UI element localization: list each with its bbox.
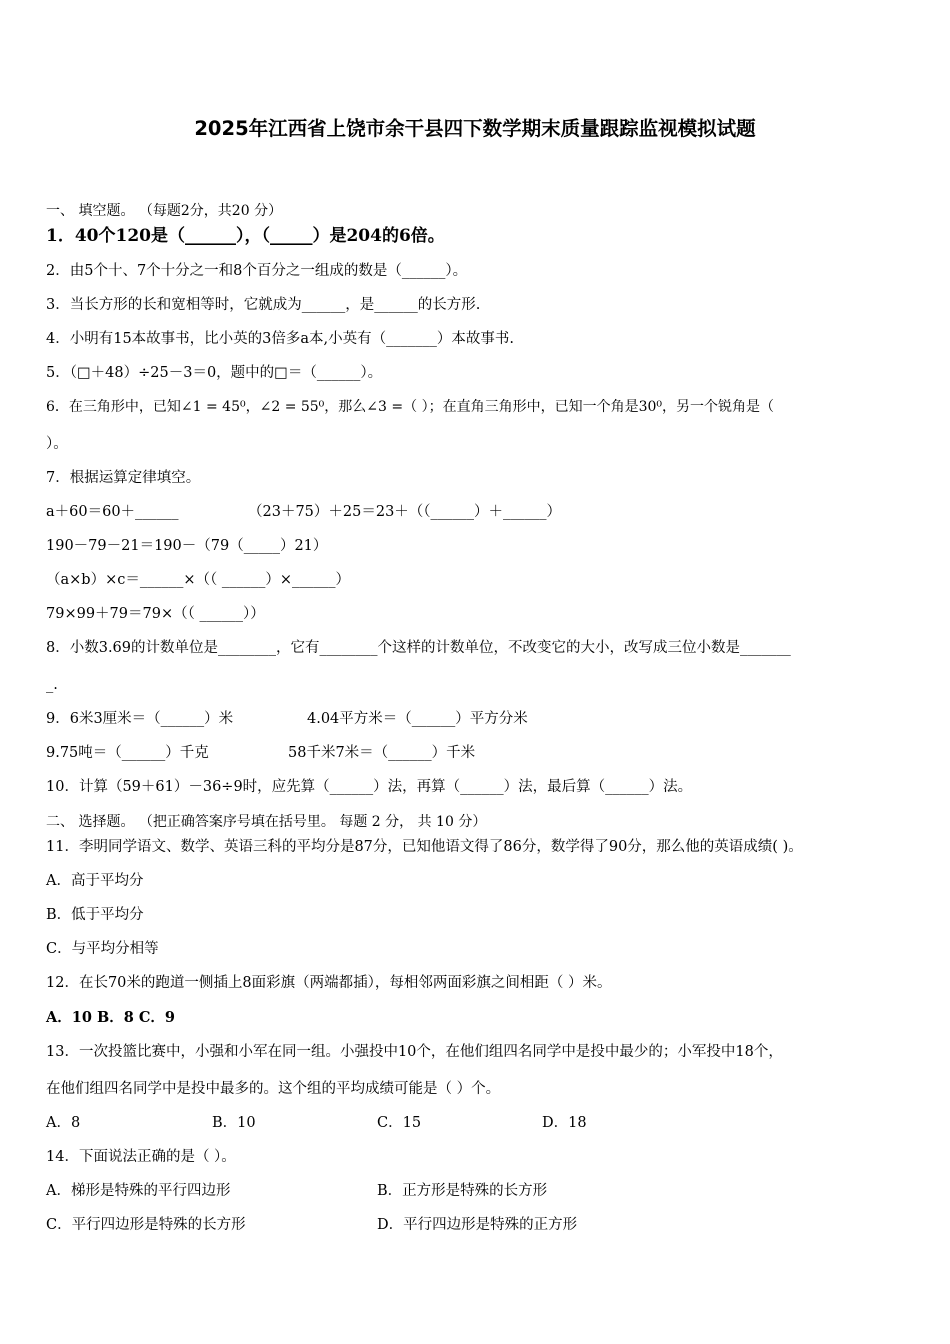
question-14-option-d: D．平行四边形是特殊的正方形: [377, 1217, 578, 1233]
question-11: 11．李明同学语文、数学、英语三科的平均分是87分，已知他语文得了86分，数学得了90分，那么他的英语成绩( )。: [46, 839, 803, 855]
question-9-part-1: 9．6米3厘米＝（______）米: [46, 711, 234, 727]
question-5: 5．（□＋48）÷25－3＝0，题中的□＝（______）。: [46, 365, 383, 381]
question-6-line-2: ）。: [46, 436, 68, 452]
section-heading-choice: 二、 选择题。 （把正确答案序号填在括号里。 每题 2 分， 共 10 分）: [46, 814, 487, 830]
question-7-item-e: 79×99＋79＝79×（（ ______））: [46, 606, 265, 622]
question-14-option-a: A．梯形是特殊的平行四边形: [46, 1183, 231, 1199]
question-6-line-1: 6．在三角形中，已知∠1 = 45⁰，∠2 = 55⁰，那么∠3 =（ ）；在直角三角形中，已知一个角是30⁰，另一个锐角是（: [46, 399, 774, 415]
question-7-item-d: （a×b）×c＝______×（（ ______）×______）: [46, 572, 351, 588]
question-3: 3．当长方形的长和宽相等时，它就成为______，是______的长方形.: [46, 297, 481, 313]
question-12-options: A．10 B．8 C．9: [46, 1009, 175, 1026]
question-12: 12．在长70米的跑道一侧插上8面彩旗（两端都插），每相邻两面彩旗之间相距（ ）米。: [46, 975, 612, 991]
question-14-option-c: C．平行四边形是特殊的长方形: [46, 1217, 246, 1233]
question-10: 10．计算（59＋61）－36÷9时，应先算（______）法，再算（______）法，最后算（______）法。: [46, 779, 693, 795]
question-13-option-b: B．10: [212, 1115, 256, 1131]
question-13-line-1: 13．一次投篮比赛中，小强和小军在同一组。小强投中10个，在他们组四名同学中是投中最少的；小军投中18个，: [46, 1044, 783, 1060]
question-13-option-a: A．8: [46, 1115, 81, 1131]
question-11-option-b: B．低于平均分: [46, 907, 144, 923]
question-8-line-2: _.: [46, 677, 58, 693]
question-7-item-c: 190－79－21＝190－（79（_____）21）: [46, 538, 328, 554]
question-4: 4．小明有15本故事书，比小英的3倍多a本,小英有（_______）本故事书.: [46, 331, 515, 347]
question-9-part-2: 4.04平方米＝（______）平方分米: [307, 711, 528, 727]
section-heading-fill-blank: 一、 填空题。 （每题2分，共20 分）: [46, 203, 283, 219]
question-9-part-4: 58千米7米＝（______）千米: [288, 745, 476, 761]
question-7-item-b: （23＋75）＋25＝23＋（（______）＋______）: [248, 504, 562, 520]
question-11-option-a: A．高于平均分: [46, 873, 144, 889]
question-9-part-3: 9.75吨＝（______）千克: [46, 745, 209, 761]
question-7-item-a: a＋60＝60＋______: [46, 504, 179, 520]
question-2: 2．由5个十、7个十分之一和8个百分之一组成的数是（______）。: [46, 263, 468, 279]
question-14-option-b: B．正方形是特殊的长方形: [377, 1183, 548, 1199]
page-title: 2025年江西省上饶市余干县四下数学期末质量跟踪监视模拟试题: [194, 117, 756, 140]
question-14: 14．下面说法正确的是（ ）。: [46, 1149, 236, 1165]
question-13-option-d: D．18: [542, 1115, 587, 1131]
question-8-line-1: 8．小数3.69的计数单位是________，它有________个这样的计数单位，不改变它的大小，改写成三位小数是_______: [46, 640, 791, 656]
question-1: 1．40个120是（______），（_____）是204的6倍。: [46, 226, 445, 246]
question-13-line-2: 在他们组四名同学中是投中最多的。这个组的平均成绩可能是（ ）个。: [46, 1081, 501, 1097]
question-13-option-c: C．15: [377, 1115, 422, 1131]
question-11-option-c: C．与平均分相等: [46, 941, 159, 957]
question-7: 7．根据运算定律填空。: [46, 470, 201, 486]
